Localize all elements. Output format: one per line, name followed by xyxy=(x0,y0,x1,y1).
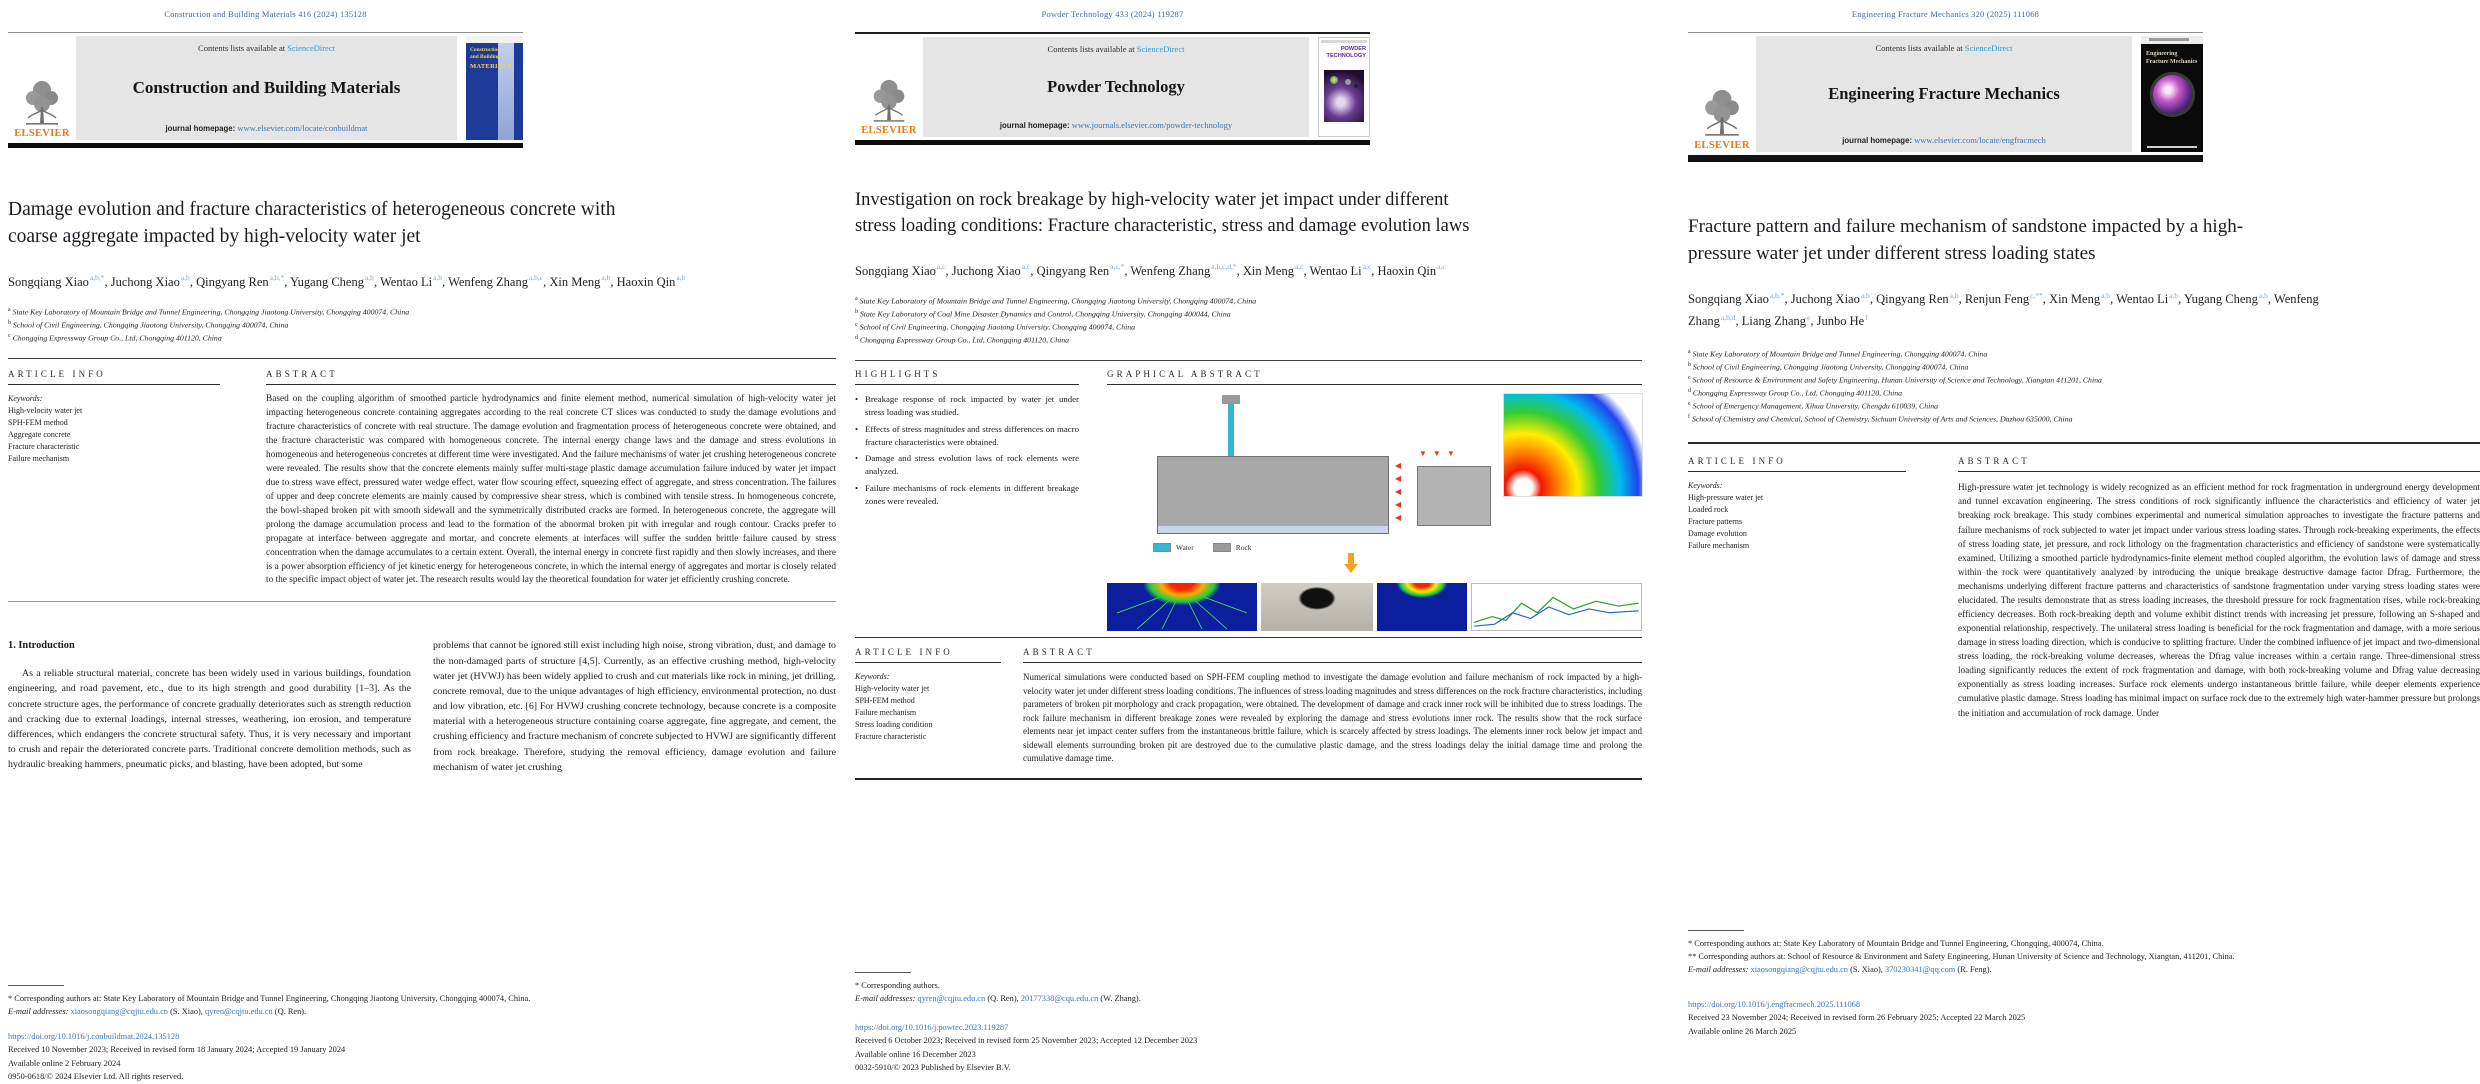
sciencedirect-link[interactable]: ScienceDirect xyxy=(1136,44,1185,54)
cover-title-emphasis: MATERIALS xyxy=(470,63,512,70)
affiliation: $^c$ School of Civil Engineering, Chongqing Jiaotong University, Chongqing 400074, China xyxy=(855,322,1136,332)
text-segment: (R. Feng). xyxy=(1955,965,1992,975)
author: Qingyang Ren$^{a,b,*}$, xyxy=(196,273,291,289)
simulation-result-thumbnail xyxy=(1377,583,1467,631)
author: Qingyang Ren$^{a,c,*}$, xyxy=(1036,262,1131,278)
text-segment: Available online 16 December 2023 xyxy=(855,1049,976,1059)
journal-name: Engineering Fracture Mechanics xyxy=(1828,84,2060,103)
journal-cover-thumbnail[interactable] xyxy=(466,36,523,140)
paper-page-1 xyxy=(8,0,836,1082)
simulation-result-thumbnail xyxy=(1107,583,1257,631)
keyword: Loaded rock xyxy=(1688,505,1729,515)
keyword: Failure mechanism xyxy=(8,454,70,464)
author: Wentao Li$^{a,b}$, xyxy=(2116,290,2184,306)
affiliation: $^b$ School of Civil Engineering, Chongqing Jiaotong University, Chongqing 400074, China xyxy=(8,320,289,330)
author-list xyxy=(8,271,738,294)
text-line xyxy=(855,1034,1642,1047)
text-line xyxy=(855,979,1642,992)
keyword: Fracture characteristic xyxy=(8,442,80,452)
author: Renjun Feng$^{c,**}$, xyxy=(1964,290,2050,306)
text-line xyxy=(8,1070,836,1083)
water-legend-label: Water xyxy=(1176,543,1194,553)
footnotes xyxy=(1688,937,2480,976)
rock-legend-label: Rock xyxy=(1235,543,1252,553)
graphical-abstract-heading: GRAPHICAL ABSTRACT xyxy=(1107,369,1263,380)
text-segment: (Q. Ren). xyxy=(272,1007,307,1017)
text-segment: 0032-5910/© 2023 Published by Elsevier B.V. xyxy=(855,1063,1011,1073)
header-top-rule xyxy=(1688,32,2203,33)
author: Liang Zhang$^e$, xyxy=(1741,313,1817,329)
journal-citation-link[interactable]: Construction and Building Materials 416 (2024) 135128 xyxy=(164,9,367,19)
sciencedirect-link[interactable]: ScienceDirect xyxy=(287,43,335,53)
inline-link[interactable]: https://doi.org/10.1016/j.conbuildmat.2024.135128 xyxy=(8,1032,180,1042)
header-divider-bar xyxy=(1688,155,2203,162)
affiliation: $^b$ State Key Laboratory of Coal Mine Disaster Dynamics and Control, Chongqing University, Chongqing 400044, China xyxy=(855,309,1231,319)
keywords-label: Keywords: xyxy=(855,672,890,682)
keyword: High-velocity water jet xyxy=(8,406,83,416)
elsevier-tree-icon xyxy=(1701,87,1743,139)
article-meta xyxy=(8,1030,836,1084)
abstract-heading: ABSTRACT xyxy=(1023,647,1095,658)
text-segment: Available online 2 February 2024 xyxy=(8,1058,121,1068)
text-line xyxy=(855,1048,1642,1061)
contents-lists-text: Contents lists available at xyxy=(198,43,286,53)
homepage-label: journal homepage: xyxy=(165,124,236,133)
keyword: High-velocity water jet xyxy=(855,684,930,694)
section-rule xyxy=(8,601,836,602)
author: Wenfeng Zhang$^{a,b,c}$, xyxy=(448,273,550,289)
author: Songqiang Xiao$^{a,c}$, xyxy=(855,262,952,278)
text-segment: Received 10 November 2023; Received in revised form 18 January 2024; Accepted 19 January 2024 xyxy=(8,1045,346,1055)
cover-art xyxy=(2150,72,2195,117)
text-segment: (S. Xiao), xyxy=(168,1007,205,1017)
header-divider-bar xyxy=(8,143,523,148)
text-segment: * Corresponding authors. xyxy=(855,981,940,990)
author: Wenfeng Zhang$^{a,b,d}$, xyxy=(1688,291,2319,329)
highlight-item: • Effects of stress magnitudes and stress differences on macro fracture characteristics were obtained. xyxy=(855,423,1079,447)
highlight-item: • Failure mechanisms of rock elements in different breakage zones were revealed. xyxy=(855,482,1079,506)
homepage-label: journal homepage: xyxy=(1842,136,1912,145)
rock-block-graphic xyxy=(1157,456,1389,534)
keyword: Fracture patterns xyxy=(1688,517,1742,527)
text-line xyxy=(1688,1011,2480,1024)
article-title: Investigation on rock breakage by high-velocity water jet impact under different stress loading conditions: Fracture characteristic, stress and damage evolution laws xyxy=(855,190,1470,237)
stress-arrows-icon: ◀ ◀ ◀ ◀ ◀ xyxy=(1395,461,1402,523)
inline-link[interactable]: xiaosongqiang@cqjtu.edu.cn xyxy=(70,1007,168,1017)
keyword: Stress loading condition xyxy=(855,720,933,730)
damage-contour-thumbnail xyxy=(1503,393,1643,497)
article-info-heading: ARTICLE INFO xyxy=(855,647,953,658)
text-segment: E-mail addresses: xyxy=(1688,965,1751,975)
page-footer xyxy=(1688,930,2480,1038)
page-footer xyxy=(8,985,836,1084)
heading-rule xyxy=(266,384,836,385)
heading-rule xyxy=(1023,662,1642,663)
keyword: SPH-FEM method xyxy=(8,418,68,428)
keywords-list xyxy=(1688,492,1906,552)
section-rule xyxy=(855,778,1642,780)
affiliation: $^f$ School of Chemistry and Chemical, School of Chemistry, Sichuan University of Arts and Sciences, Dazhou 635000, China xyxy=(1688,414,2073,424)
text-segment: * Corresponding authors at: State Key Laboratory of Mountain Bridge and Tunnel Engineering, Chongqing, 400074, China. xyxy=(1688,939,2104,948)
text-line xyxy=(855,1061,1642,1074)
journal-name: Powder Technology xyxy=(1047,77,1185,96)
introduction-section xyxy=(8,638,836,774)
affiliation: $^a$ State Key Laboratory of Mountain Bridge and Tunnel Engineering, Chongqing Jiaotong University, Chongqing 400074, China xyxy=(855,296,1257,306)
text-segment: * Corresponding authors at: State Key Laboratory of Mountain Bridge and Tunnel Engineering, Chongqing Jiaotong University, Chongqing 400074, China. xyxy=(8,994,531,1003)
highlight-item: • Damage and stress evolution laws of rock elements were analyzed. xyxy=(855,453,1079,477)
article-meta xyxy=(1688,998,2480,1038)
section-rule xyxy=(1688,442,2480,444)
inline-link[interactable]: 370230341@qq.com xyxy=(1884,965,1956,975)
author-list xyxy=(855,260,1605,283)
elsevier-logo[interactable] xyxy=(1688,36,1756,152)
paper-page-3 xyxy=(1688,0,2480,1079)
author: Juchong Xiao$^{a,b}$, xyxy=(110,273,197,289)
text-segment: (Q. Ren), xyxy=(985,994,1021,1004)
journal-citation-link[interactable]: Powder Technology 433 (2024) 119287 xyxy=(1041,9,1184,19)
elsevier-logo[interactable] xyxy=(8,36,76,140)
article-title: Damage evolution and fracture characteristics of heterogeneous concrete with coarse aggregate impacted by high-velocity water jet xyxy=(8,199,616,248)
text-line xyxy=(1688,963,2480,976)
keyword: Failure mechanism xyxy=(1688,541,1750,551)
heading-rule xyxy=(1688,471,1906,472)
journal-header xyxy=(8,0,523,148)
affiliation: $^a$ State Key Laboratory of Mountain Bridge and Tunnel Engineering, Chongqing Jiaotong University, Chongqing 400074, China xyxy=(8,307,410,317)
journal-homepage-link[interactable]: www.elsevier.com/locate/conbuildmat xyxy=(237,123,368,133)
author: Qingyang Ren$^{a,b}$, xyxy=(1876,290,1965,306)
text-line xyxy=(1688,1025,2480,1038)
affiliation: $^c$ Chongqing Expressway Group Co., Ltd, Chongqing 401120, China xyxy=(8,333,222,343)
elsevier-tree-icon xyxy=(22,79,62,127)
paper-page-2 xyxy=(855,0,1642,1079)
highlights-heading: HIGHLIGHTS xyxy=(855,369,941,380)
inline-link[interactable]: https://doi.org/10.1016/j.engfracmech.2025.111068 xyxy=(1688,1000,1861,1010)
text-line xyxy=(8,1057,836,1070)
abstract-heading: ABSTRACT xyxy=(1958,456,2030,467)
heading-rule xyxy=(855,662,1001,663)
footnote-rule xyxy=(855,972,911,973)
author: Wentao Li$^{a,c}$, xyxy=(1309,262,1378,278)
article-info-heading: ARTICLE INFO xyxy=(8,369,106,380)
author: Xin Meng$^{a,b}$, xyxy=(549,273,617,289)
author: Yugang Cheng$^{a,b}$, xyxy=(2183,290,2274,306)
text-segment: (S. Xiao), xyxy=(1848,965,1885,975)
graphical-abstract xyxy=(1107,393,1642,631)
contents-lists-text: Contents lists available at xyxy=(1047,44,1135,54)
inline-link[interactable]: xiaosongqiang@cqjtu.edu.cn xyxy=(1750,965,1848,975)
journal-header xyxy=(1688,0,2203,162)
text-line xyxy=(8,1030,836,1043)
text-line xyxy=(8,1005,836,1018)
keyword: SPH-FEM method xyxy=(855,696,915,706)
elsevier-wordmark: ELSEVIER xyxy=(1694,140,1750,151)
page-footer xyxy=(855,972,1642,1075)
author-list xyxy=(1688,288,2328,333)
journal-banner xyxy=(76,36,457,140)
cover-art xyxy=(1324,70,1364,122)
author: Wenfeng Zhang$^{a,b,c,d,*}$, xyxy=(1130,262,1243,278)
journal-banner xyxy=(923,37,1309,137)
author: Wentao Li$^{a,b}$, xyxy=(379,273,449,289)
affiliation: $^d$ Chongqing Expressway Group Co., Ltd, Chongqing 401120, China xyxy=(1688,388,1903,398)
stress-arrows-icon: ▼▼▼ xyxy=(1419,449,1461,459)
affiliation-list xyxy=(1688,348,2480,426)
article-info-heading: ARTICLE INFO xyxy=(1688,456,1786,467)
journal-homepage-link[interactable]: www.elsevier.com/locate/engfracmech xyxy=(1914,135,2046,145)
article-meta xyxy=(855,1021,1642,1075)
author: Haoxin Qin$^{a,b}$ xyxy=(616,273,686,289)
section-rule xyxy=(8,358,836,359)
down-arrow-icon xyxy=(1345,553,1357,573)
keyword: Failure mechanism xyxy=(855,708,917,718)
keyword: Fracture characteristic xyxy=(855,732,927,742)
heading-rule xyxy=(1958,471,2480,472)
footnotes xyxy=(855,979,1642,1005)
text-segment: (W. Zhang). xyxy=(1098,994,1141,1004)
elsevier-wordmark: ELSEVIER xyxy=(14,128,70,139)
homepage-label: journal homepage: xyxy=(999,121,1070,130)
footnotes xyxy=(8,992,836,1018)
cover-title: POWDER TECHNOLOGY xyxy=(1326,46,1366,59)
keywords-label: Keywords: xyxy=(8,394,43,404)
author: Juchong Xiao$^{a,b}$, xyxy=(1790,290,1877,306)
abstract-text: Based on the coupling algorithm of smoothed particle hydrodynamics and finite element method, numerical simulation of high-velocity water jet impacting heterogeneous concrete containing aggregates according to the real concrete CT slices was conducted to study the damage evolutions and fracture characteristics of concrete with real structure. The damage evolution and fragmentation process of heterogeneous concrete were obtained, and the fracture characteristic was compared with homogeneous concrete. The internal energy change laws and the damage and stress evolutions in homogeneous and heterogeneous concretes at different time were investigated. And the failure mechanisms of water jet crushing heterogeneous concrete were revealed. The results show that the concrete elements mainly suffer multi-stage plastic damage accumulation failure induced by water jet impact due to stress wave effect, pressured water wedge effect, water flow scouring effect, squeezing effect of aggregate, and stress concentration. The failures of upper and deep concrete elements are mainly caused by compressive shear stress, which is combined with tensile stress. In homogeneous concrete, the bowl-shaped broken pit with smooth sidewall and the symmetrically distributed cracks are formed. In heterogeneous concrete, the aggregate will prolong the damage accumulation process and lead to the formation of the abnormal broken pit with irregular and rough contour. Cracks prefer to propagate at interface between aggregate and mortar, and concrete elements at interfaces will suffer the sudden brittle failure caused by stress concentration when the damage accumulates to a certain extent. Overall, the internal energy in concrete first rapidly and then slowly increases, and there is a power absorption efficiency of jet kinetic energy for heterogeneous concrete, in which the internal energy of aggregates and mortar is closely related to the specific impact object of water jet. The research results would lay the theoretical foundation for water jet efficiently crushing concrete. xyxy=(266,394,836,586)
water-jet-graphic xyxy=(1228,403,1234,457)
author: Junbo He$^f$ xyxy=(1816,313,1868,329)
text-line xyxy=(855,992,1642,1005)
author: Yugang Cheng$^{a,b}$, xyxy=(290,273,380,289)
ga-legend xyxy=(1153,543,1252,552)
text-segment: E-mail addresses: xyxy=(855,994,918,1004)
rock-legend-swatch xyxy=(1213,543,1231,552)
header-top-rule xyxy=(8,32,523,33)
elsevier-logo[interactable] xyxy=(855,37,923,137)
author: Songqiang Xiao$^{a,b,*}$, xyxy=(1688,290,1791,306)
cover-title: Construction and Building xyxy=(470,47,501,60)
affiliation: $^e$ School of Emergency Management, Xihua University, Chengdu 610039, China xyxy=(1688,401,1939,411)
text-segment: E-mail addresses: xyxy=(8,1007,71,1017)
intro-paragraph: As a reliable structural material, concrete has been widely used in various buildings, foundation engineering, and road pavement, etc., due to its high strength and good durability [1–3]. As the concrete structure ages, the performance of concrete gradually deteriorates such as strength reduction and cracking due to external loadings, internal stresses, weathering, ion erosion, and temperature differences, which endangers the concrete structural safety. Thus, it is very necessary and important to crush and repair the deteriorated concrete parts. Traditional concrete demolition methods, such as hydraulic breaking hammers, pneumatic picks, and blasting, have been adopted, but some xyxy=(8,668,411,771)
journal-name: Construction and Building Materials xyxy=(132,78,401,97)
affiliation-list xyxy=(855,295,1642,347)
keyword: Damage evolution xyxy=(1688,529,1747,539)
keywords-label: Keywords: xyxy=(1688,481,1723,491)
inline-link[interactable]: qyren@cqjtu.edu.cn xyxy=(917,994,986,1004)
contents-lists-text: Contents lists available at xyxy=(1875,43,1963,53)
heading-rule xyxy=(855,384,1079,385)
footnote-rule xyxy=(8,985,64,986)
author: Xin Meng$^{a,b}$, xyxy=(2049,290,2117,306)
inline-link[interactable]: 20177338@cqu.edu.cn xyxy=(1020,994,1099,1004)
footnote-rule xyxy=(1688,930,1744,931)
author: Juchong Xiao$^{a,c}$, xyxy=(951,262,1037,278)
cover-title: Engineering Fracture Mechanics xyxy=(2146,51,2198,65)
affiliation: $^a$ State Key Laboratory of Mountain Bridge and Tunnel Engineering, Chongqing 400074, China xyxy=(1688,348,1988,359)
heading-rule xyxy=(8,384,220,385)
highlight-item: • Breakage response of rock impacted by water jet under stress loading was studied. xyxy=(855,394,1079,418)
inline-link[interactable]: https://doi.org/10.1016/j.powtec.2023.119287 xyxy=(855,1023,1009,1033)
text-segment: ** Corresponding authors at: School of Resource & Environment and Safety Engineering, Hunan University of Science and Technology, Xiangtan, 411201, China. xyxy=(1688,952,2235,962)
journal-citation-link[interactable]: Engineering Fracture Mechanics 320 (2025) 111068 xyxy=(1851,9,2040,19)
affiliation: $^b$ School of Civil Engineering, Chongqing Jiaotong University, Chongqing 400074, China xyxy=(1688,362,1969,372)
keywords-list xyxy=(855,683,1001,743)
author: Haoxin Qin$^{a,c}$ xyxy=(1377,262,1446,278)
cover-footer-bar xyxy=(2147,146,2197,148)
text-segment: Received 23 November 2024; Received in revised form 26 February 2025; Accepted 22 March 2025 xyxy=(1688,1013,2026,1023)
text-segment: Received 6 October 2023; Received in revised form 25 November 2023; Accepted 12 December 2023 xyxy=(855,1036,1198,1046)
text-line xyxy=(855,1021,1642,1034)
experiment-photo-thumbnail xyxy=(1261,583,1373,631)
inline-link[interactable]: qyren@cqjtu.edu.cn xyxy=(204,1007,273,1017)
heading-rule xyxy=(1107,384,1642,385)
author: Songqiang Xiao$^{a,b,*}$, xyxy=(8,273,111,289)
affiliation-list xyxy=(8,306,836,345)
elsevier-wordmark: ELSEVIER xyxy=(861,125,917,136)
header-top-rule xyxy=(855,32,1370,34)
abstract-text: High-pressure water jet technology is widely recognized as an efficient method for rock fragmentation in underground energy development and tunnel excavation engineering. The stress conditions of rock significantly influence the characteristics and efficiency of water jet breaking rock breakage. This study combines experimental and numerical simulation approaches to investigate the fracture patterns and failure mechanisms of rock subjected to water jet impact under various stress loading states. Through rock-breaking experiments, the effects of stress loading state, jet pressure, and rock lithology on the fragmentation characteristics and efficiency of sandstone were systematically examined. Utilizing a smoothed particle hydrodynamics-finite element method coupled algorithm, the evolution laws of damage and stress within the rock were quantitatively analyzed by introducing the unique breakage destructive damage factor Dfrag. Furthermore, the mechanisms underlying different fracture patterns and characteristics of sandstone fragmentation under varying stress loading states were elucidated. The results demonstrate that as stress loading increases, the threshold pressure for rock fragmentation rises, while rock-breaking efficiency decreases. Both rock-breaking depth and volume exhibit distinct trends with increasing jet pressure, following an S-shaped and exponential relationship, respectively. The unilateral stress loading is beneficial for the rock fragmentation and damage, with a more serious damage in stress loading direction, which is conducive to splitting fracture. Under the combined influence of jet impact and two-dimensional stress loading, the rock-breaking volume decreases, whereas the Dfrag value increases within a certain range. Three-dimensional stress loading significantly reduces the extent of rock fragmentation and damage, with both rock-breaking volume and Dfrag value decreasing exponentially as stress loading increases. Surface rock elements undergo instantaneous brittle failure, while deeper elements experience cumulative plastic damage. Stress loading has minimal impact on surface rock due to the extremely high water-hammer pressure but prolongs the initiation and accumulation of rock damage. Under xyxy=(1958,482,2480,718)
abstract-heading: ABSTRACT xyxy=(266,369,338,380)
affiliation: $^c$ School of Resource & Environment and Safety Engineering, Hunan University of Science and Technology, Xiangtan 411201, China xyxy=(1688,375,2102,385)
sciencedirect-link[interactable]: ScienceDirect xyxy=(1964,43,2013,53)
journal-cover-thumbnail[interactable] xyxy=(2141,36,2203,152)
water-legend-swatch xyxy=(1153,543,1171,552)
stress-curve-thumbnail xyxy=(1471,583,1642,631)
journal-cover-thumbnail[interactable] xyxy=(1318,37,1370,137)
section-rule xyxy=(855,360,1642,361)
journal-header xyxy=(855,0,1370,145)
text-segment: 0950-0618/© 2024 Elsevier Ltd. All rights reserved. xyxy=(8,1072,184,1082)
text-line xyxy=(1688,950,2480,963)
keywords-list xyxy=(8,405,220,465)
article-title: Fracture pattern and failure mechanism of sandstone impacted by a high-pressure water jet under different stress loading states xyxy=(1688,216,2244,264)
intro-paragraph: problems that cannot be ignored still exist including high noise, strong vibration, dust, and damage to the non-damaged parts of structure [4,5]. Currently, as an effective crushing method, high-velocity water jet (HVWJ) has been widely applied to crush and cut materials like rock in mining, jet drilling, concrete removal, due to the unique advantages of high efficiency, environmental protection, no dust and low vibration, etc. [6] For HVWJ crushing concrete technology, because concrete is a composite material with a heterogeneous structure containing coarse aggregate, fine aggregate, and cement, the crushing efficiency and fracture mechanism of concrete subjected to HVWJ are significantly different from rock breakage. Therefore, studying the removal efficiency, damage evolution and failure mechanism of water jet crushing xyxy=(433,640,836,773)
text-line xyxy=(8,1043,836,1056)
abstract-text: Numerical simulations were conducted based on SPH-FEM coupling method to investigate the damage evolution and failure mechanism of rock impacted by a high-velocity water jet under different stress loading conditions. The influences of stress loading magnitudes and stress differences on the rock fracture characteristics, including parameters of broken pit morphology and crack propagation, were obtained. The development of damage and crack inner rock will be inhibited due to stress loadings. The rock failure mechanism in different breakage zones were revealed by exploring the damage and stress evolutions inner rock. The results show that the rock surface elements near jet impact center suffers from the instantaneous brittle failure, which is scarcely affected by stress loadings. The elements inner rock below jet impact and sidewall elements surrounding broken pit are destroyed due to the cumulative plastic damage, and the stress loadings delay the initial damage time and prolong the cumulative damage time. xyxy=(1023,672,1642,764)
author: Xin Meng$^{a,c}$, xyxy=(1242,262,1310,278)
journal-banner xyxy=(1756,36,2132,152)
text-line xyxy=(8,992,836,1005)
journal-homepage-link[interactable]: www.journals.elsevier.com/powder-technology xyxy=(1071,120,1233,130)
keyword: Aggregate concrete xyxy=(8,430,71,440)
elsevier-tree-icon xyxy=(869,78,909,124)
loaded-rock-graphic xyxy=(1417,466,1491,526)
text-line xyxy=(1688,937,2480,950)
header-divider-bar xyxy=(855,140,1370,145)
keyword: High-pressure water jet xyxy=(1688,493,1764,503)
text-segment: Available online 26 March 2025 xyxy=(1688,1026,1797,1036)
highlights-list xyxy=(855,393,1079,507)
intro-heading: 1. Introduction xyxy=(8,640,75,652)
text-line xyxy=(1688,998,2480,1011)
affiliation: $^d$ Chongqing Expressway Group Co., Ltd, Chongqing 401120, China xyxy=(855,335,1070,345)
